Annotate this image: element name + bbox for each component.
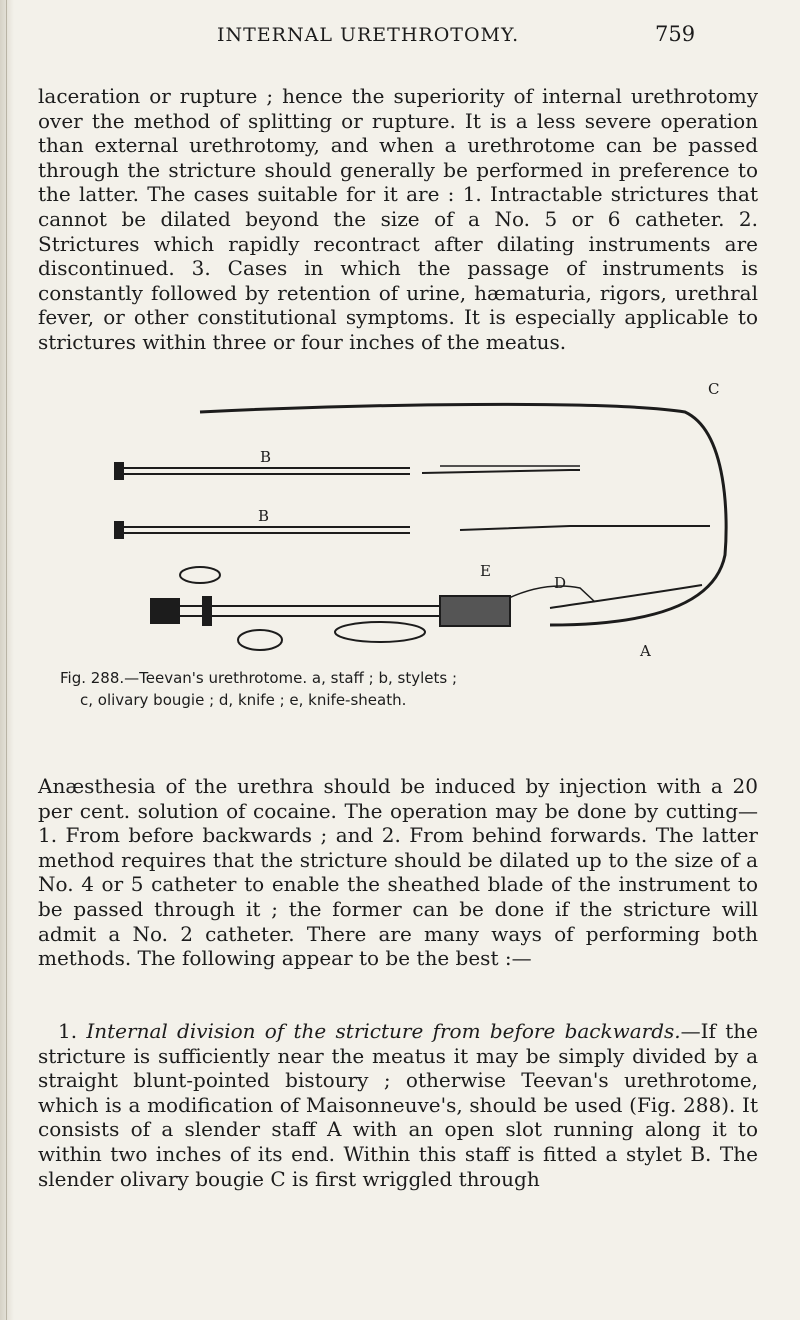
label-c: C	[708, 380, 720, 398]
figure-caption	[60, 667, 740, 711]
figure-urethrotome	[110, 370, 750, 670]
label-b-top: B	[260, 448, 272, 466]
paragraph-indications: laceration or rupture ; hence the superiority of internal urethrotomy over the method of splitting or rupture. It is a less severe operation than external urethrotomy, and when a urethrotome can be passed through the stricture should generally be performed in preference to the latter. The cases suitable for it are : 1. Intractable strictures that cannot be dilated beyond the size of a No. 5 or 6 catheter. 2. Strictures which rapidly recontract after dilating instruments are discontinued. 3. Cases in which the passage of instruments is constantly followed by retention of urine, hæmaturia, rigors, urethral fever, or other constitutional symptoms. It is especially applicable to strictures within three or four inches of the meatus.	[38, 84, 758, 354]
paragraph-anaesthesia: Anæsthesia of the urethra should be induced by injection with a 20 per cent. solution of cocaine. The operation may be done by cutting—1. From before backwards ; and 2. From behind forwards. The latter method requires that the stricture should be dilated up to the size of a No. 4 or 5 catheter to enable the sheathed blade of the instrument to be passed through it ; the former can be done if the stricture will admit a No. 2 catheter. There are many ways of performing both methods. The following appear to be the best :—	[38, 774, 758, 971]
method-title: Internal division of the stricture from before backwards.	[86, 1019, 681, 1043]
running-head: INTERNAL URETHROTOMY.	[217, 24, 520, 46]
page-edge-shadow	[0, 0, 14, 1320]
label-b-middle: B	[258, 507, 270, 525]
olivary-bougie	[200, 404, 726, 625]
paragraph-method-1	[38, 1019, 758, 1191]
label-d: D	[554, 574, 567, 592]
caption-line-1: Fig. 288.—Teevan's urethrotome. a, staff ; b, stylets ;	[60, 669, 458, 687]
method-number: 1.	[58, 1019, 87, 1043]
stylet-top	[122, 468, 410, 474]
label-a: A	[640, 642, 651, 660]
stylet-middle	[122, 527, 410, 533]
label-e: E	[480, 562, 491, 580]
page-header	[0, 24, 800, 54]
caption-line-2: c, olivary bougie ; d, knife ; e, knife-sheath.	[80, 691, 407, 709]
staff	[180, 606, 440, 616]
method-body: —If the stricture is sufficiently near the meatus it may be simply divided by a straight blunt-pointed bistoury ; otherwise Teevan's urethrotome, which is a modification of Maisonneuve's, should be used (Fig. 288). It consists of a slender staff A with an open slot running along it to within two inches of its end. Within this staff is fitted a stylet B. The slender olivary bougie C is first wriggled through	[38, 1019, 758, 1191]
page-number: 759	[655, 22, 696, 46]
